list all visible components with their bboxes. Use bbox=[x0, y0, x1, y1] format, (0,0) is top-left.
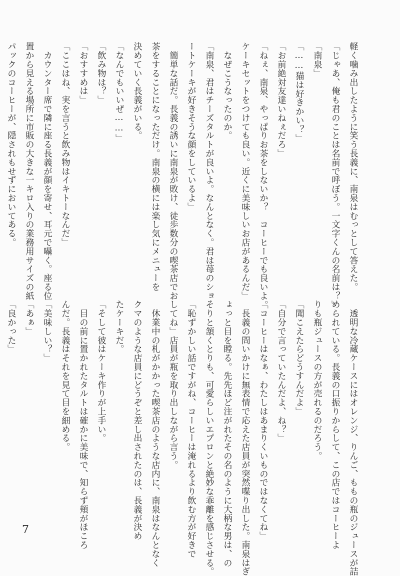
text-line: なぜこうなったのか。 bbox=[222, 42, 232, 140]
text-line: カウンター席で隣に座る長義が顔を寄せ、耳元で囁く。座る位 bbox=[42, 42, 52, 301]
text-line: 「ここはね、実を言うと飲み物はイキトーなんだ」 bbox=[60, 42, 70, 247]
text-line: ょっと目を瞠る。先先ほど注がれたその名のように大柄な男は、の bbox=[222, 300, 232, 567]
text-line: 「恥ずかしい話ですがね、コーヒーは淹れるより飲む方が好きで bbox=[186, 300, 196, 559]
text-line: 「南泉、君はチーズタルトが良いよ。なんとなく。君は苺のショ bbox=[204, 42, 214, 301]
text-line: 休業中の札がかかった喫茶店のような店内に、南泉はなんとなく bbox=[150, 300, 160, 567]
text-line: 決めていく長義がいる。 bbox=[132, 42, 142, 140]
lower-text-block bbox=[6, 300, 362, 576]
text-line: められている。長義の口振りからして、この店ではコーヒーよ bbox=[330, 300, 340, 550]
text-line bbox=[0, 300, 2, 554]
text-line: 「コーヒーはなぁ、わたしはあまりくいものではなくてね」 bbox=[258, 300, 268, 541]
text-line: パックのコーヒーが、隠されもせずにおいてある。 bbox=[6, 42, 16, 247]
page-number: 7 bbox=[22, 523, 29, 536]
text-line: ケーキセットをつけても良い。近くに美味しいお店があるんだ」 bbox=[240, 42, 250, 301]
text-line: 「お前絶対友達いねぇだろ」 bbox=[276, 42, 286, 158]
text-line: 「あぁ」 bbox=[24, 300, 34, 336]
text-line: 「なんでもいいぜ……」 bbox=[114, 42, 124, 143]
text-line: 「……猫は好きかい？」 bbox=[294, 42, 304, 143]
text-line: 長義の問いかけに無表情で応えた店員が突然喋り出した。南泉はぎ bbox=[240, 300, 250, 576]
text-line: 簡単な話だ。長義の誘いに南泉が敗け、徒歩数分の喫茶店でお bbox=[168, 42, 178, 301]
text-line: 「そして彼はケーキ作りが上手い。 bbox=[96, 300, 106, 443]
upper-text-block bbox=[6, 42, 362, 309]
text-line: 「おすすめは」 bbox=[78, 42, 88, 105]
text-line: 「じゃあ、俺も君のことは名前で呼ぼう。一文字くんの名前は？」 bbox=[330, 42, 340, 309]
text-line: 置から見える場所に市販の大きな一キロ入りの業務用サイズの紙 bbox=[24, 42, 34, 301]
text-line: 軽く噛み出したように笑う長義に、南泉はむっとして答えた。 bbox=[348, 42, 358, 292]
text-line: 透明な冷蔵ケースにはオレンジ、りんご、ももの瓶のジュースが詰 bbox=[348, 300, 358, 576]
text-line: んだ。長義はそれを見て目を細める。 bbox=[60, 300, 70, 452]
text-line: たケーキだ。 bbox=[114, 300, 124, 354]
text-line: クマのような店員にどうぞと差し出されたのは、長義が決め bbox=[132, 300, 142, 541]
text-line: りも瓶ジュースの方が売れるのだろう。 bbox=[312, 300, 322, 461]
text-line bbox=[0, 42, 2, 296]
text-line: 「南泉」 bbox=[312, 42, 322, 78]
text-line: 「美味しい？」 bbox=[42, 300, 52, 363]
text-line: 「飲み物は？」 bbox=[96, 42, 106, 105]
text-line: 目の前に置かれたタルトは確かに美味で、知らず頬がほころ bbox=[78, 300, 88, 550]
text-line: ートケーキが好きそうな顔をしているよ」 bbox=[186, 42, 196, 212]
text-line: 「ねぇ、南泉、やっぱりお茶をしないか？ コーヒーでも良いよ。 bbox=[258, 42, 268, 309]
text-line: 「自分で言っていたんだよ、ね？」 bbox=[276, 300, 286, 443]
text-line: 「良かった」 bbox=[6, 300, 16, 354]
text-line: してね」店員が瓶を取り出しながら言う。 bbox=[168, 300, 178, 470]
text-line: 「聞こえたらどうすんだよ」 bbox=[294, 300, 304, 416]
text-line: 茶をすることになっただけ。南泉の横には楽し気にメニューを bbox=[150, 42, 160, 292]
text-line: そりと頷くとりも、可愛らしいエプロンと絶妙な乖離を感じさせる。 bbox=[204, 300, 214, 576]
